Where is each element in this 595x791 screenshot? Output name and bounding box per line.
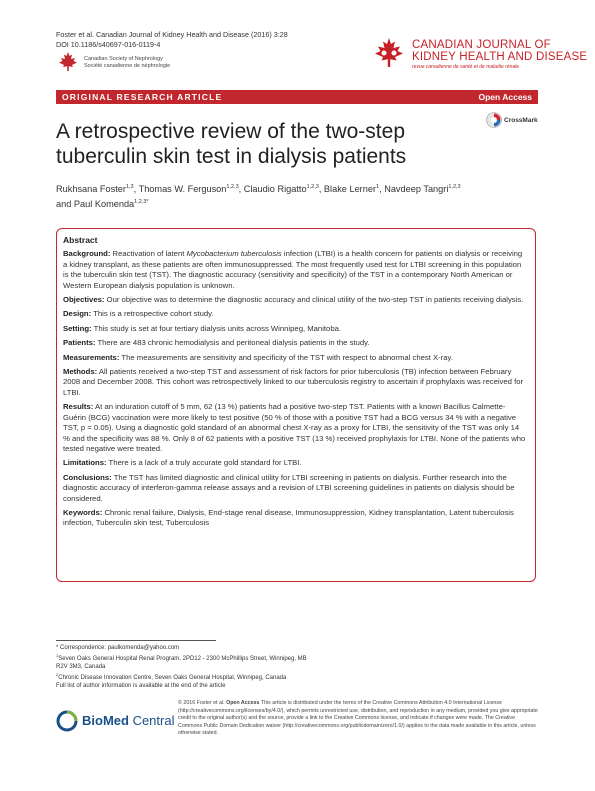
article-type-banner (56, 90, 538, 104)
author[interactable]: Navdeep Tangri$^{1,2,3}$ (384, 184, 461, 195)
abstract-keywords: Keywords: Chronic renal failure, Dialysis, End-stage renal disease, Immunosuppression, Kidney transplantation, Latent tuberculosis infection, Tuberculin skin test, Tuberculosis (63, 507, 514, 528)
publisher-logo (56, 710, 175, 737)
journal-name-line1: CANADIAN JOURNAL OF (412, 39, 551, 51)
journal-name-line2: KIDNEY HEALTH AND DISEASE (412, 51, 588, 63)
abstract-background: Background: Reactivation of latent Mycobacterium tuberculosis infection (LTBI) is a health concern for patients on dialysis or receiving a kidney transplant, as these patients are often immunosuppressed. The most frequently used test for LTBI screening in this population is the tuberculin skin test (TST). The diagnostic accuracy (sensitivity and specificity) of the TST in a contemporary North American or Western European dialysis population is unknown. (63, 249, 523, 290)
abstract-box (56, 228, 536, 582)
doi-link[interactable]: DOI 10.1186/s40697-016-0119-4 (56, 40, 161, 49)
abstract-measurements: Measurements: The measurements are sensitivity and specificity of the TST with respect to abnormal chest X-ray. (63, 352, 453, 362)
footnote-divider (56, 640, 216, 641)
abstract-patients: Patients: There are 483 chronic hemodialysis and peritoneal dialysis patients in the study. (63, 338, 370, 348)
abstract-methods: Methods: All patients received a two-step TST and assessment of risk factors for prior tuberculosis (TB) infection between February 2008 and December 2008. This cohort was retrospectively linked to our tuberculosis registry to ascertain if prophylaxis was received for LTBI. (63, 367, 524, 397)
article-title: A retrospective review of the two-step tuberculin skin test in dialysis patients (56, 120, 407, 168)
society-name-en: Canadian Society of Nephrology (84, 56, 163, 62)
maple-leaf-icon (56, 50, 80, 74)
crossmark-icon (486, 112, 502, 128)
author-info-note: Full list of author information is available at the end of the article (56, 683, 226, 689)
article-type: ORIGINAL RESEARCH ARTICLE (62, 92, 223, 102)
author[interactable]: Claudio Rigatto$^{1,2,3}$ (243, 184, 319, 195)
abstract-setting: Setting: This study is set at four tertiary dialysis units across Winnipeg, Manitoba. (63, 323, 342, 333)
author[interactable]: Blake Lerner$^1$ (323, 184, 380, 195)
biomed-central-icon (56, 710, 80, 732)
article-meta (56, 30, 288, 50)
author-list: Rukhsana Foster$^{1,3}$, Thomas W. Ferguson$^{1,2,3}$, Claudio Rigatto$^{1,2,3}$, Blake Lerner$^1$, Navdeep Tangri$^{1,2,3}$ and Paul Komenda$^{1,2,3*}$ (56, 184, 461, 210)
society-name-fr: Société canadienne de néphrologie (84, 62, 171, 69)
author[interactable]: Rukhsana Foster$^{1,3}$ (56, 184, 134, 195)
correspondence[interactable]: * Correspondence: paulkomenda@yahoo.com (56, 645, 180, 651)
abstract-limitations: Limitations: There is a lack of a truly accurate gold standard for LTBI. (63, 458, 302, 468)
open-access-label: Open Access (478, 92, 532, 102)
abstract-conclusions: Conclusions: The TST has limited diagnostic and clinical utility for LTBI screening in patients on dialysis. Further research into the diagnostic accuracy of interferon-gamma release assays and a revision of LTBI screening guidelines in patients on dialysis should be considered. (63, 472, 515, 503)
abstract-heading: Abstract (63, 235, 98, 245)
affiliation-2: $^2$Chronic Disease Innovation Centre, Seven Oaks General Hospital, Winnipeg, Canada (56, 672, 287, 681)
affiliation-1: $^1$Seven Oaks General Hospital Renal Program, 2PD12 - 2300 McPhillips Street, Winnipeg, MB R2V 3M3, Canada (56, 653, 307, 670)
crossmark-label: CrossMark (504, 117, 538, 124)
footnotes (56, 644, 316, 690)
abstract-objectives: Objectives: Our objective was to determine the diagnostic accuracy and clinical utility of the two-step TST in patients receiving dialysis. (63, 295, 524, 305)
abstract-design: Design: This is a retrospective cohort study. (63, 309, 214, 319)
publisher-name: BioMed Central (82, 713, 175, 728)
author[interactable]: Paul Komenda$^{1,2,3*}$ (73, 199, 149, 210)
kidney-maple-icon (370, 36, 408, 70)
journal-logo (370, 36, 588, 75)
abstract-results: Results: At an induration cutoff of 5 mm, 62 (13 %) patients had a positive two-step TST. Patients with a known Bacillus Calmette-Guérin (BCG) vaccination were more likely to test positive (50 % of those with a positive TST had a BCG versus 34 % with a negative TST, p = 0.05). Using a diagnostic gold standard of an abnormal chest X-ray as a proxy for LTBI, the sensitivity of the TST was only 14 % and the specificity was 88 %. Only 8 of 62 patients with a positive TST (13 %) received prophylaxis for LTBI. None of the patients who tested negative were treated. (63, 402, 526, 453)
journal-subtitle: revue canadienne de santé et de maladie rénale (412, 64, 520, 70)
crossmark-badge[interactable] (486, 112, 538, 133)
author[interactable]: Thomas W. Ferguson$^{1,2,3}$ (138, 184, 239, 195)
citation: Foster et al. Canadian Journal of Kidney Health and Disease (2016) 3:28 (56, 30, 288, 39)
society-logo (56, 50, 171, 79)
license-statement: © 2016 Foster et al. Open Access This article is distributed under the terms of the Creative Commons Attribution 4.0 International License (http://creativecommons.org/licenses/by/4.0/), which permits unrestricted use, distribution, and reproduction in any medium, provided you give appropriate credit to the original author(s) and the source, provide a link to the Creative Commons license, and indicate if changes were made. The Creative Commons Public Domain Dedication waiver (http://creativecommons.org/publicdomain/zero/1.0/) applies to the data made available in this article, unless otherwise stated. (178, 700, 538, 736)
